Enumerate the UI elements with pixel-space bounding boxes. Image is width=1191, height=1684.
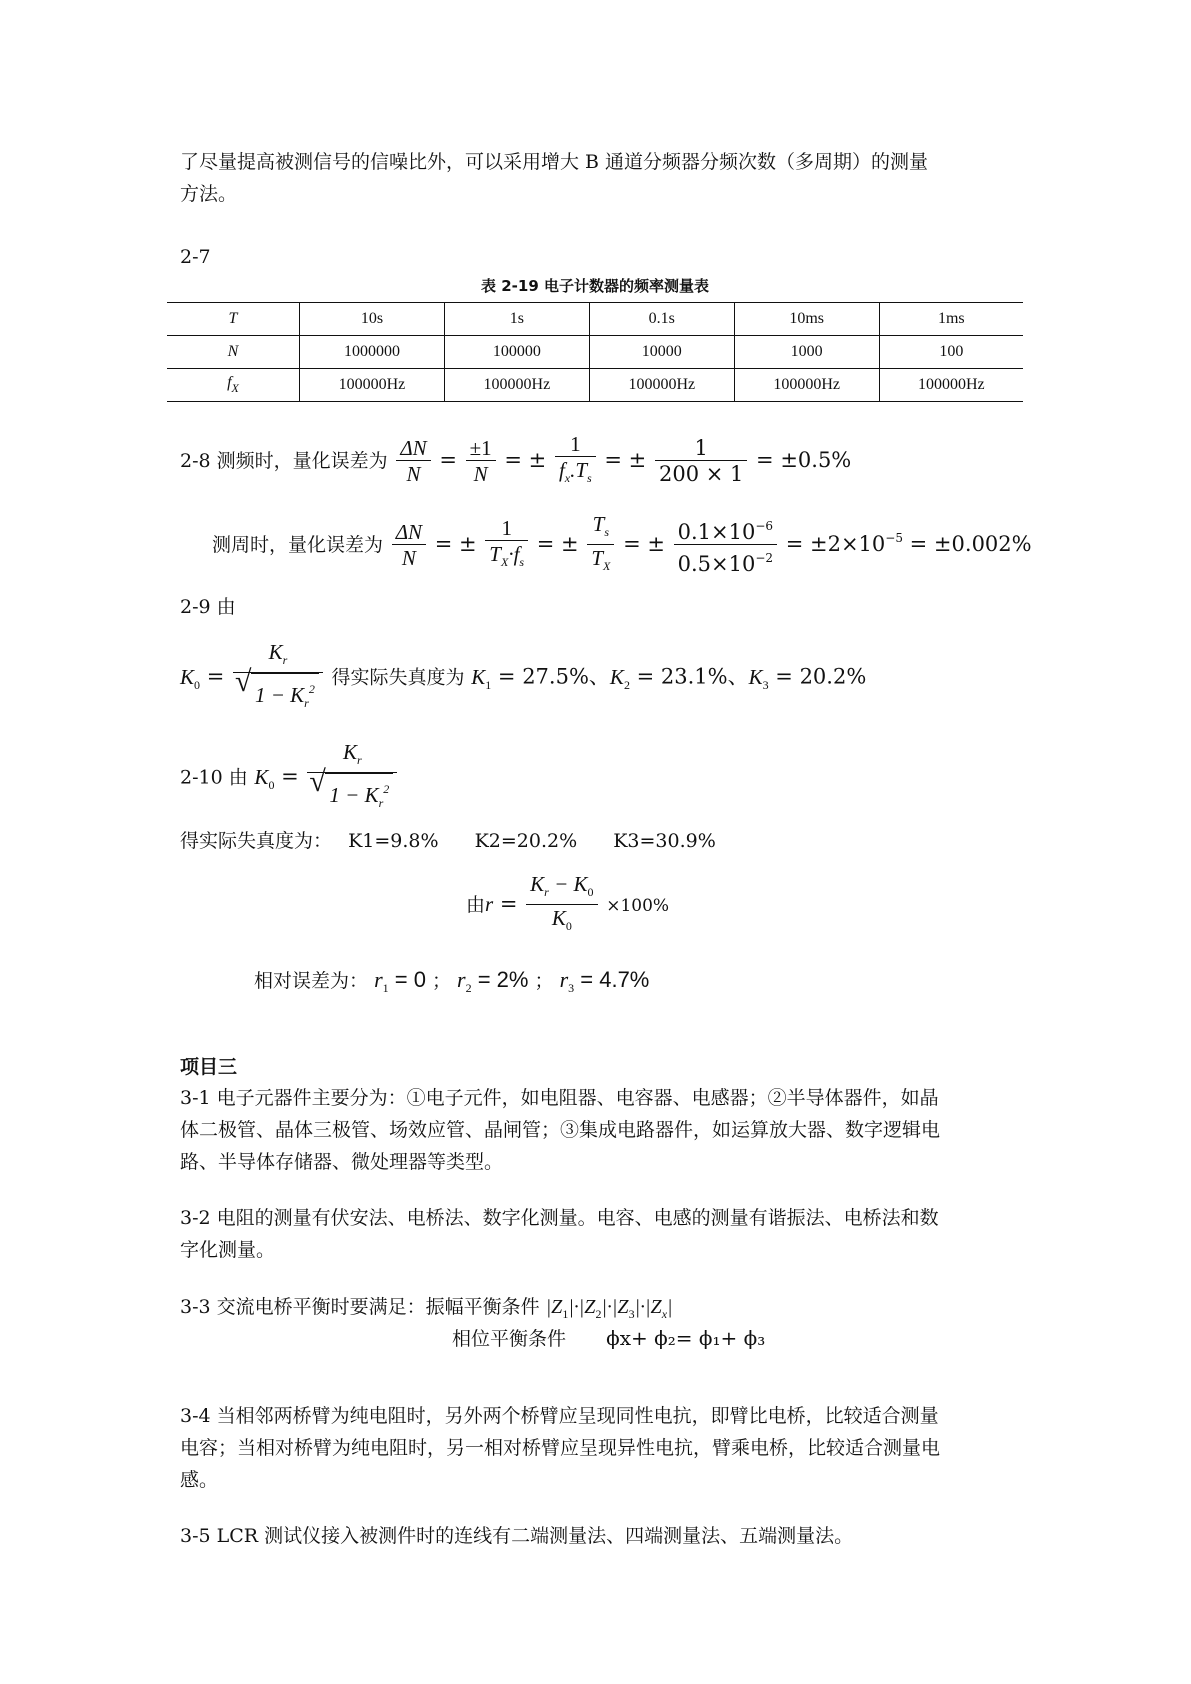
sup: 2 [383,782,390,796]
value: = 23.1% [629,664,728,689]
sym: K [342,740,357,764]
fraction [233,640,323,716]
sub: 3 [568,981,575,995]
sub: 3 [628,1307,635,1321]
value: = 27.5% [491,664,589,689]
paragraph-3-2 [180,1202,1010,1266]
value: = 0 [388,967,426,992]
sym: T [591,546,604,570]
result: = ±2×10 [785,532,886,556]
numerator: ΔN [396,436,430,461]
numerator [587,512,614,545]
fraction [587,512,614,579]
sym: |·|Z [634,1296,662,1318]
table-cell: 0.1s [589,303,734,336]
sub: 0 [194,677,201,692]
sub: 2 [465,981,472,995]
result: = ±0.5% [756,448,852,472]
sub: s [519,555,525,569]
label-2-10: 2-10 由 [180,766,248,789]
label-2-8: 2-8 测频时，量化误差为 [180,450,388,472]
fraction [655,436,747,487]
fraction [555,432,596,491]
sub: 3 [762,677,769,692]
denominator: N [406,462,421,486]
sub: r [378,796,384,810]
numerator: ΔN [392,520,426,545]
denominator: 200 × 1 [658,462,744,486]
table-cell: 100000Hz [589,369,734,402]
sep: 、 [588,664,610,689]
sub: x [564,471,571,485]
sym: K [180,664,195,689]
sym: 1 − K [254,683,305,707]
sub: s [587,471,592,485]
text: 得实际失真度为 [331,666,465,689]
table-row [167,336,1023,369]
fraction [485,516,528,575]
operator: = ± [434,532,477,556]
sub: s [604,525,610,539]
numerator: 1 [555,432,596,457]
numerator [674,514,777,545]
prefix: 由 [466,894,486,916]
sym: − K [548,872,588,896]
table-cell: 1000000 [300,336,445,369]
sub: r [544,885,549,899]
sym: r [457,967,466,992]
sub: X [603,559,611,573]
table-row [167,303,1023,336]
sub: X [500,555,509,569]
sub: r [357,753,362,767]
fraction [396,436,430,487]
fraction [466,436,496,487]
eq-relative-error: 由r = $\frac{K_r - K_0}{K_0}$ ×100% [466,872,669,939]
sym: r [559,967,569,992]
denominator [526,905,597,939]
fx-main: f [227,374,232,391]
frequency-table [167,302,1023,402]
table-row [167,369,1023,402]
denominator [307,773,397,816]
sym: | [667,1296,673,1318]
table-cell: 100000 [444,336,589,369]
value: = 20.2% [768,664,867,689]
table-cell: 100000Hz [444,369,589,402]
intro-line-1: 了尽量提高被测信号的信噪比外，可以采用增大 B 通道分频器分频次数（多周期）的测量 [180,151,929,173]
text-line: 电容；当相对桥臂为纯电阻时，另一相对桥臂应呈现异性电抗，臂乘电桥，比较适合测量电 [180,1437,941,1459]
operator: = ± [504,448,547,472]
table-cell: 100000Hz [734,369,879,402]
text-line: 字化测量。 [180,1239,276,1261]
sym: K [254,764,269,789]
relative-errors [254,966,649,996]
text-line: 感。 [180,1469,219,1491]
result-k1: K1=9.8% [348,830,439,852]
table-cell: 100000Hz [879,369,1023,402]
sub: 0 [565,919,572,933]
denominator [555,457,596,491]
sub: 2 [623,677,630,692]
row-header-T: T [167,303,300,336]
numerator: 1 [485,516,528,541]
section-heading: 项目三 [180,1056,238,1078]
fraction [674,514,777,577]
operator: = ± [536,532,579,556]
denominator [587,545,614,579]
intro-line-2: 方法。 [180,183,238,205]
result-k2: K2=20.2% [474,830,578,852]
sub: r [304,696,309,710]
sym: |Z [545,1296,563,1318]
paragraph-3-1 [180,1082,1010,1178]
fx-sub: X [231,381,239,395]
sub: 0 [587,885,594,899]
phase-condition [452,1324,765,1351]
sym: f [558,458,565,482]
results-label: 得实际失真度为： [180,830,333,852]
fraction [307,740,397,816]
sym: 0.1×10 [677,520,756,544]
sym: K [530,872,545,896]
sym: T [489,542,501,566]
distortion-results [180,826,716,853]
table-caption: 表 2-19 电子计数器的频率测量表 [481,277,709,295]
sym: K [609,664,624,689]
result-k3: K3=30.9% [613,830,716,852]
table-cell: 100 [879,336,1023,369]
section-2-7-label: 2-7 [180,246,211,268]
text-line: 3-4 当相邻两桥臂为纯电阻时，另外两个桥臂应呈现同性电抗，即臂比电桥，比较适合测量 [180,1405,939,1427]
table-cell: 10000 [589,336,734,369]
text-line: 3-3 交流电桥平衡时要满足：振幅平衡条件 [180,1296,540,1318]
text-line: 相位平衡条件 [452,1328,567,1350]
value: = 2% [471,967,529,992]
operator: = ± [623,532,665,556]
sup: −6 [755,519,774,533]
paragraph-3-4 [180,1400,1010,1496]
sym: r [374,967,383,992]
label-period: 测周时，量化误差为 [212,534,384,556]
table-cell: 1000 [734,336,879,369]
paragraph-3-3 [180,1292,673,1322]
fraction [526,872,597,939]
paragraph-3-5: 3-5 LCR 测试仪接入被测件时的连线有二端测量法、四端测量法、五端测量法。 [180,1525,854,1547]
table-cell: 100000Hz [300,369,445,402]
sub: 1 [382,981,389,995]
sym: K [748,664,763,689]
label-2-9: 2-9 由 [180,596,236,618]
sym: T [592,512,605,536]
result: = ±0.002% [902,532,1032,556]
eq-2-9: $K_0$ = $K_r$ √ $1 - K_r^2$ 得实际失真度为 $K_1 = 27.5\%$、$K_2 = 23.1\%$、$K_3 = 20.2\%$ [180,640,866,716]
sym: K [471,664,486,689]
sym: K [268,640,283,664]
sub: 1 [562,1307,569,1321]
row-header-N: N [167,336,300,369]
sub: r [282,653,288,667]
denominator: N [473,462,488,486]
sym: ·f [508,542,520,566]
sep: ； [431,970,451,992]
denominator [233,673,323,716]
eq-2-10: 2-10 由 $K_0$ = $K_r$ √ $1 - K_r^2$ [180,740,399,816]
sym: 0.5×10 [677,552,756,576]
table-cell: 1s [444,303,589,336]
sym: |·|Z [601,1296,629,1318]
sym: 1 − K [329,783,379,807]
table-cell: 1ms [879,303,1023,336]
numerator: ±1 [466,436,496,461]
row-header-fx [167,369,300,402]
sep: 、 [727,664,749,689]
denominator [485,541,528,575]
sup: 2 [308,682,315,696]
value: = 4.7% [574,967,650,992]
sub: 0 [268,777,275,792]
phase-equation: ϕx+ ϕ₂= ϕ₁+ ϕ₃ [606,1326,766,1350]
sym: |·|Z [568,1296,596,1318]
sub: 2 [595,1307,602,1321]
text-line: 3-2 电阻的测量有伏安法、电桥法、数字化测量。电容、电感的测量有谐振法、电桥法和数 [180,1207,939,1229]
numerator [526,872,597,905]
sub: 1 [485,677,492,692]
table-cell: 10s [300,303,445,336]
numerator: 1 [655,436,747,461]
operator: = ± [604,448,647,472]
sym: K [551,906,566,930]
eq-2-8-frequency: 2-8 测频时，量化误差为 $\frac{\Delta N}{N}$ = $\frac{\pm 1}{N}$ = ± $\frac{1}{f_x.T_s}$ = ± $\frac{1}{200 \times 1}$ = ±0.5% [180,432,851,491]
denominator [674,545,777,577]
sup: −5 [885,531,903,545]
text-line: 3-1 电子元器件主要分为：①电子元件，如电阻器、电容器、电感器；②半导体器件，如晶 [180,1087,939,1109]
rel-label: 相对误差为： [254,970,369,992]
eq-2-8-period [212,512,1032,579]
text-line: 体二极管、晶体三极管、场效应管、晶闸管；③集成电路器件，如运算放大器、数字逻辑电 [180,1119,941,1141]
text-line: 路、半导体存储器、微处理器等类型。 [180,1151,504,1173]
sub: x [661,1307,668,1321]
sym: .T [570,458,588,482]
sep: ； [534,970,554,992]
sym: r [485,892,494,916]
times: ×100% [606,896,670,916]
table-cell: 10ms [734,303,879,336]
intro-paragraph [180,146,1010,210]
sup: −2 [755,551,774,565]
denominator: N [401,546,416,570]
fraction [392,520,426,571]
